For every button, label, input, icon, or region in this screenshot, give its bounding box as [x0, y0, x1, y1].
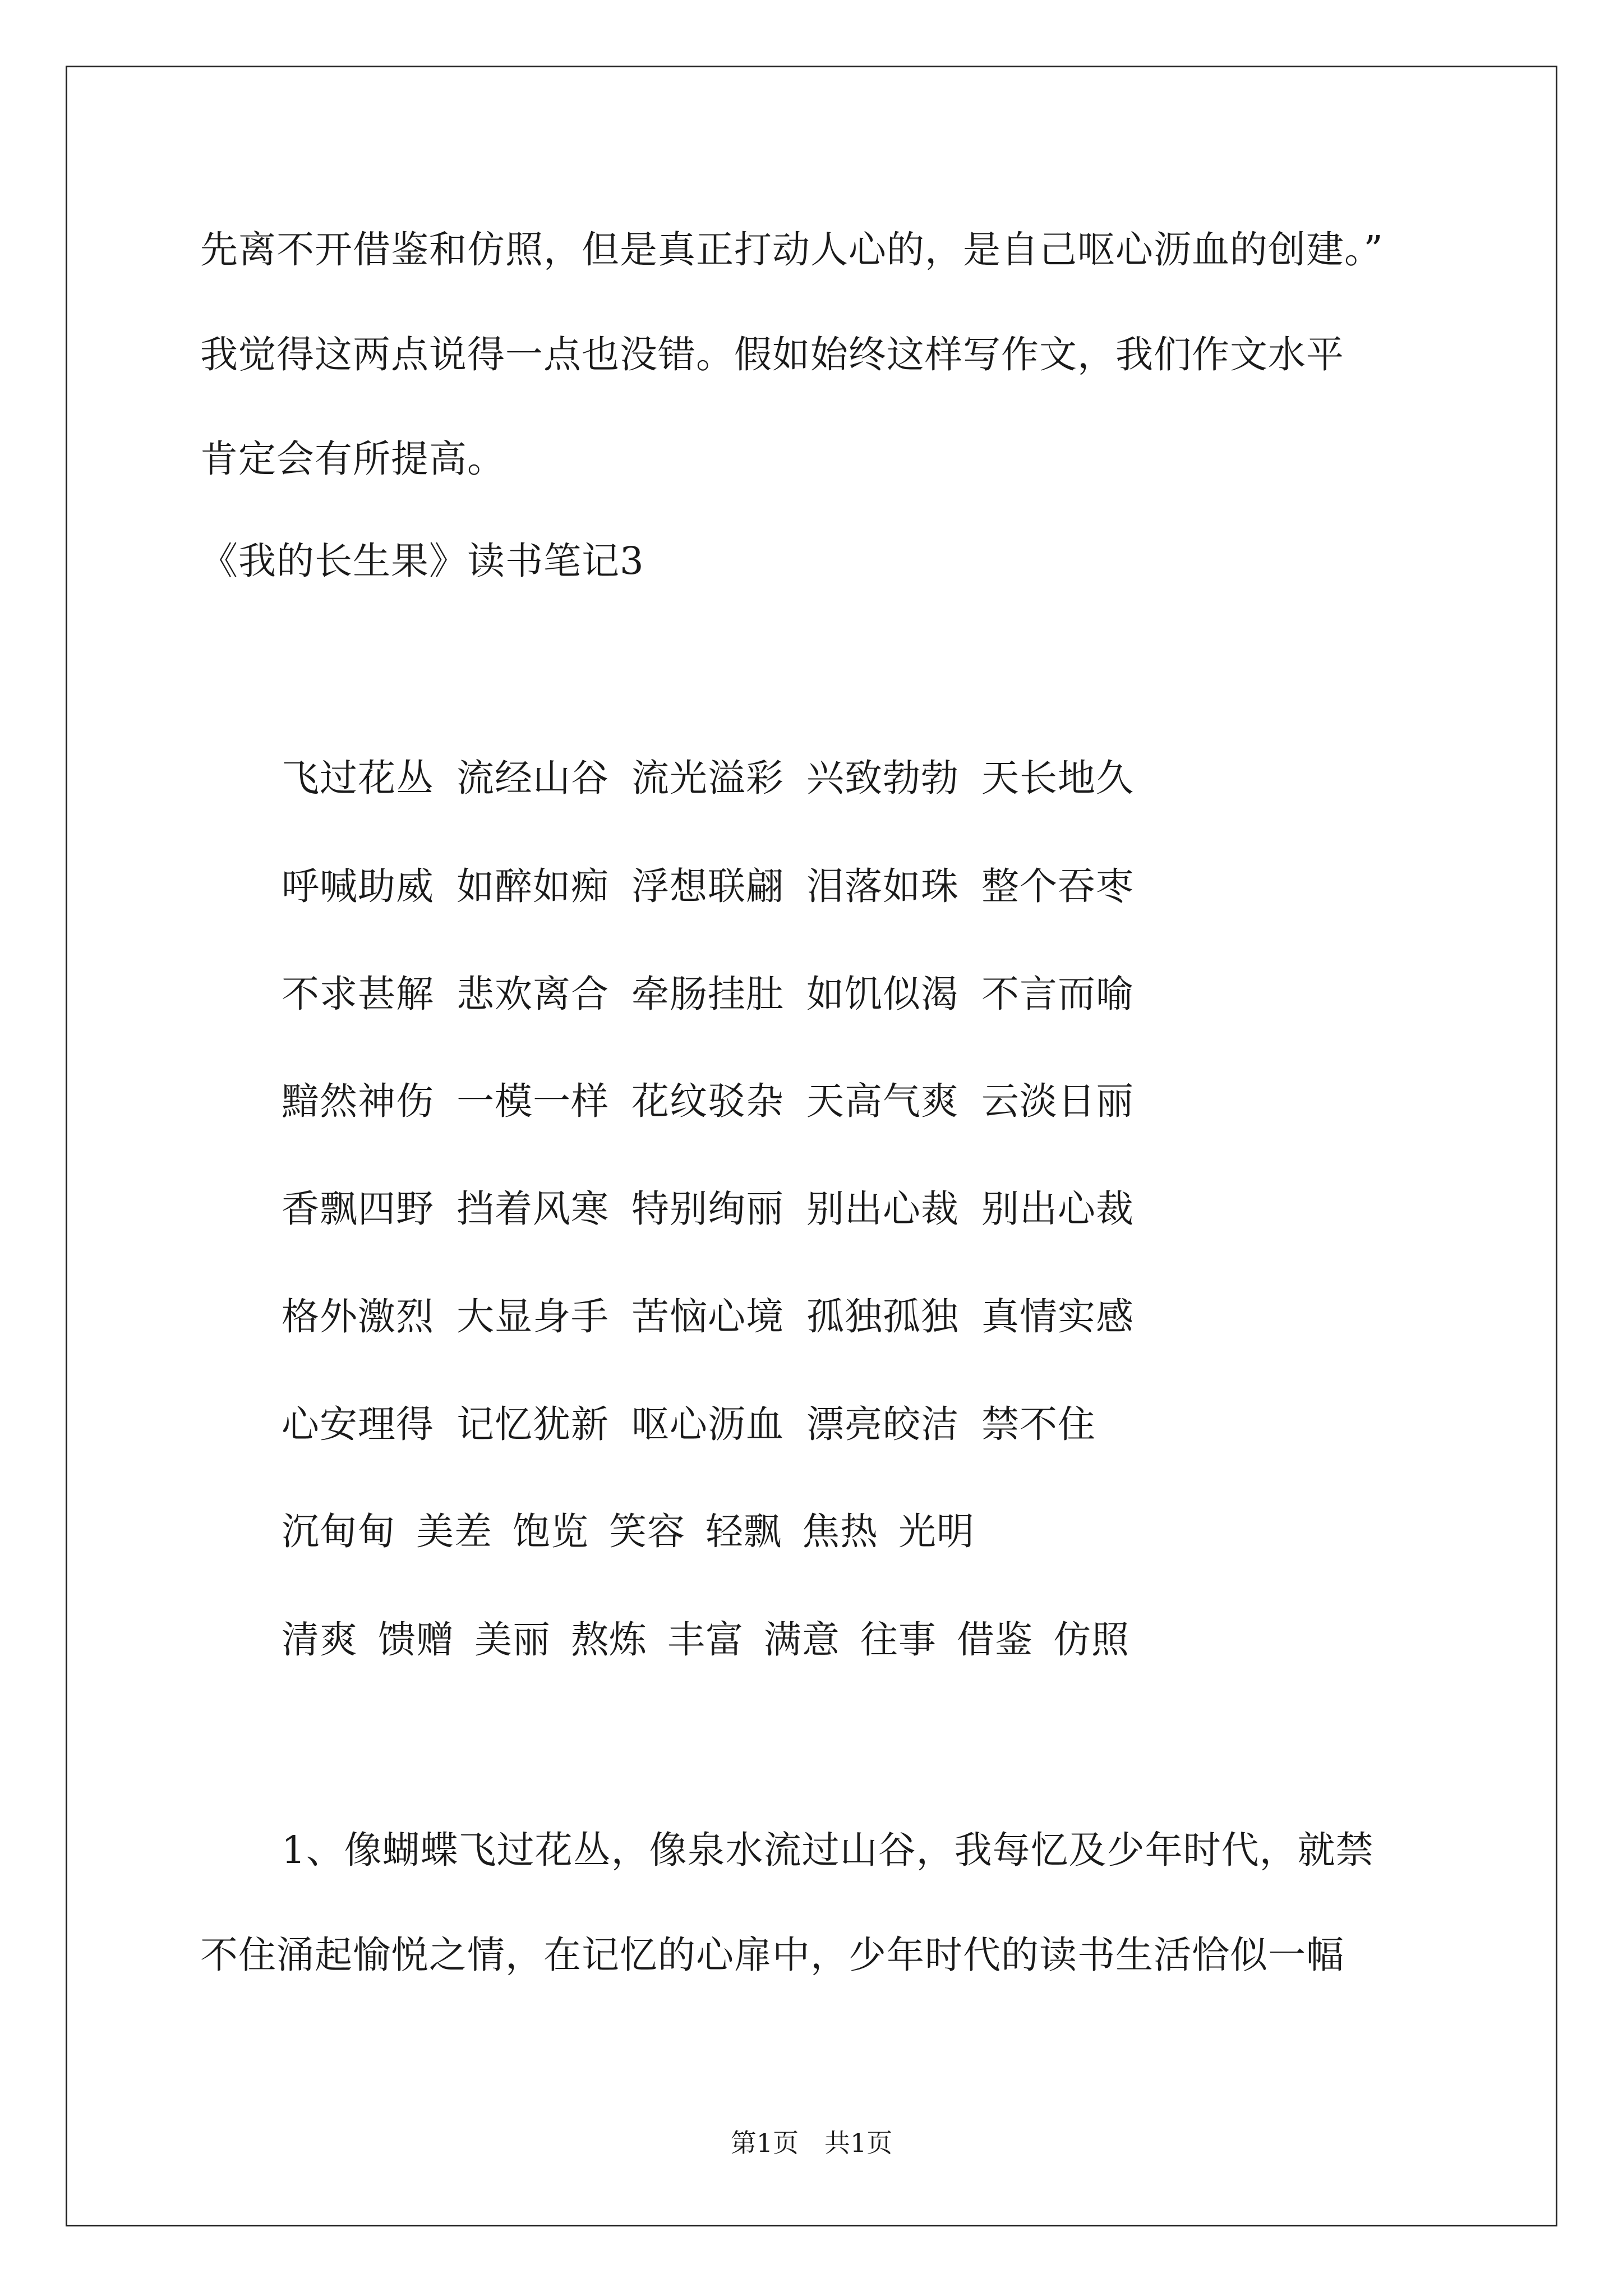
vocab-row-2 — [282, 861, 1134, 912]
vocab-word: 飞过花丛 — [282, 756, 434, 800]
vocab-word: 孤独孤独 — [806, 1295, 959, 1338]
vocab-word: 如醉如痴 — [457, 864, 609, 908]
paragraph-line-5: 不住涌起愉悦之情，在记忆的心扉中，少年时代的读书生活恰似一幅 — [200, 1933, 1344, 1977]
vocab-word: 仿照 — [1053, 1618, 1129, 1662]
vocab-word: 格外激烈 — [282, 1295, 434, 1338]
section-title: 《我的长生果》读书笔记3 — [200, 539, 644, 583]
vocab-word: 泪落如珠 — [806, 864, 959, 908]
vocab-word: 丰富 — [667, 1618, 744, 1662]
vocab-word: 美丽 — [474, 1618, 551, 1662]
vocab-row-8 — [282, 1506, 975, 1557]
vocab-word: 漂亮皎洁 — [806, 1402, 959, 1446]
vocab-word: 熬炼 — [571, 1618, 647, 1662]
vocab-word: 呕心沥血 — [631, 1402, 784, 1446]
vocab-word: 悲欢离合 — [457, 972, 609, 1016]
vocab-row-3 — [282, 969, 1134, 1019]
vocab-word: 花纹驳杂 — [631, 1079, 784, 1123]
vocab-row-5 — [282, 1184, 1134, 1234]
page-border — [66, 66, 1557, 2226]
vocab-word: 流光溢彩 — [631, 756, 784, 800]
vocab-word: 天高气爽 — [806, 1079, 959, 1123]
vocab-word: 牵肠挂肚 — [631, 972, 784, 1016]
vocab-word: 往事 — [860, 1618, 937, 1662]
vocab-row-9 — [282, 1614, 1129, 1665]
vocab-word: 焦热 — [802, 1510, 878, 1553]
vocab-word: 美差 — [416, 1510, 492, 1553]
vocab-word: 挡着风寒 — [457, 1187, 609, 1231]
vocab-word: 真情实感 — [981, 1295, 1134, 1338]
vocab-word: 不求甚解 — [282, 972, 434, 1016]
vocab-word: 黯然神伤 — [282, 1079, 434, 1123]
vocab-word: 沉甸甸 — [282, 1510, 396, 1553]
vocab-word: 香飘四野 — [282, 1187, 434, 1231]
paragraph-line-4: 1、像蝴蝶飞过花丛，像泉水流过山谷，我每忆及少年时代，就禁 — [282, 1828, 1374, 1872]
vocab-word: 别出心裁 — [981, 1187, 1134, 1231]
vocab-word: 特别绚丽 — [631, 1187, 784, 1231]
vocab-word: 苦恼心境 — [631, 1295, 784, 1338]
vocab-word: 大显身手 — [457, 1295, 609, 1338]
vocab-word: 一模一样 — [457, 1079, 609, 1123]
vocab-row-7 — [282, 1399, 1096, 1450]
vocab-word: 呼喊助威 — [282, 864, 434, 908]
vocab-word: 天长地久 — [981, 756, 1134, 800]
vocab-word: 心安理得 — [282, 1402, 434, 1446]
paragraph-line-2: 我觉得这两点说得一点也没错。假如始终这样写作文，我们作文水平 — [200, 333, 1344, 376]
vocab-word: 整个吞枣 — [981, 864, 1134, 908]
vocab-word: 浮想联翩 — [631, 864, 784, 908]
vocab-row-4 — [282, 1076, 1134, 1126]
vocab-word: 轻飘 — [706, 1510, 782, 1553]
vocab-word: 别出心裁 — [806, 1187, 959, 1231]
paragraph-line-1: 先离不开借鉴和仿照，但是真正打动人心的，是自己呕心沥血的创建。” — [200, 228, 1384, 272]
vocab-word: 清爽 — [282, 1618, 358, 1662]
vocab-word: 不言而喻 — [981, 972, 1134, 1016]
vocab-row-1 — [282, 753, 1134, 803]
vocab-word: 云淡日丽 — [981, 1079, 1134, 1123]
vocab-word: 如饥似渴 — [806, 972, 959, 1016]
vocab-word: 笑容 — [609, 1510, 685, 1553]
vocab-word: 满意 — [764, 1618, 840, 1662]
vocab-word: 禁不住 — [981, 1402, 1096, 1446]
vocab-word: 流经山谷 — [457, 756, 609, 800]
paragraph-line-3: 肯定会有所提高。 — [200, 437, 505, 481]
vocab-word: 兴致勃勃 — [806, 756, 959, 800]
vocab-row-6 — [282, 1291, 1134, 1342]
vocab-word: 光明 — [898, 1510, 975, 1553]
vocab-word: 馈赠 — [378, 1618, 454, 1662]
vocab-word: 饱览 — [513, 1510, 589, 1553]
vocab-word: 借鉴 — [957, 1618, 1033, 1662]
page-footer: 第1页 共1页 — [730, 2128, 893, 2158]
vocab-word: 记忆犹新 — [457, 1402, 609, 1446]
